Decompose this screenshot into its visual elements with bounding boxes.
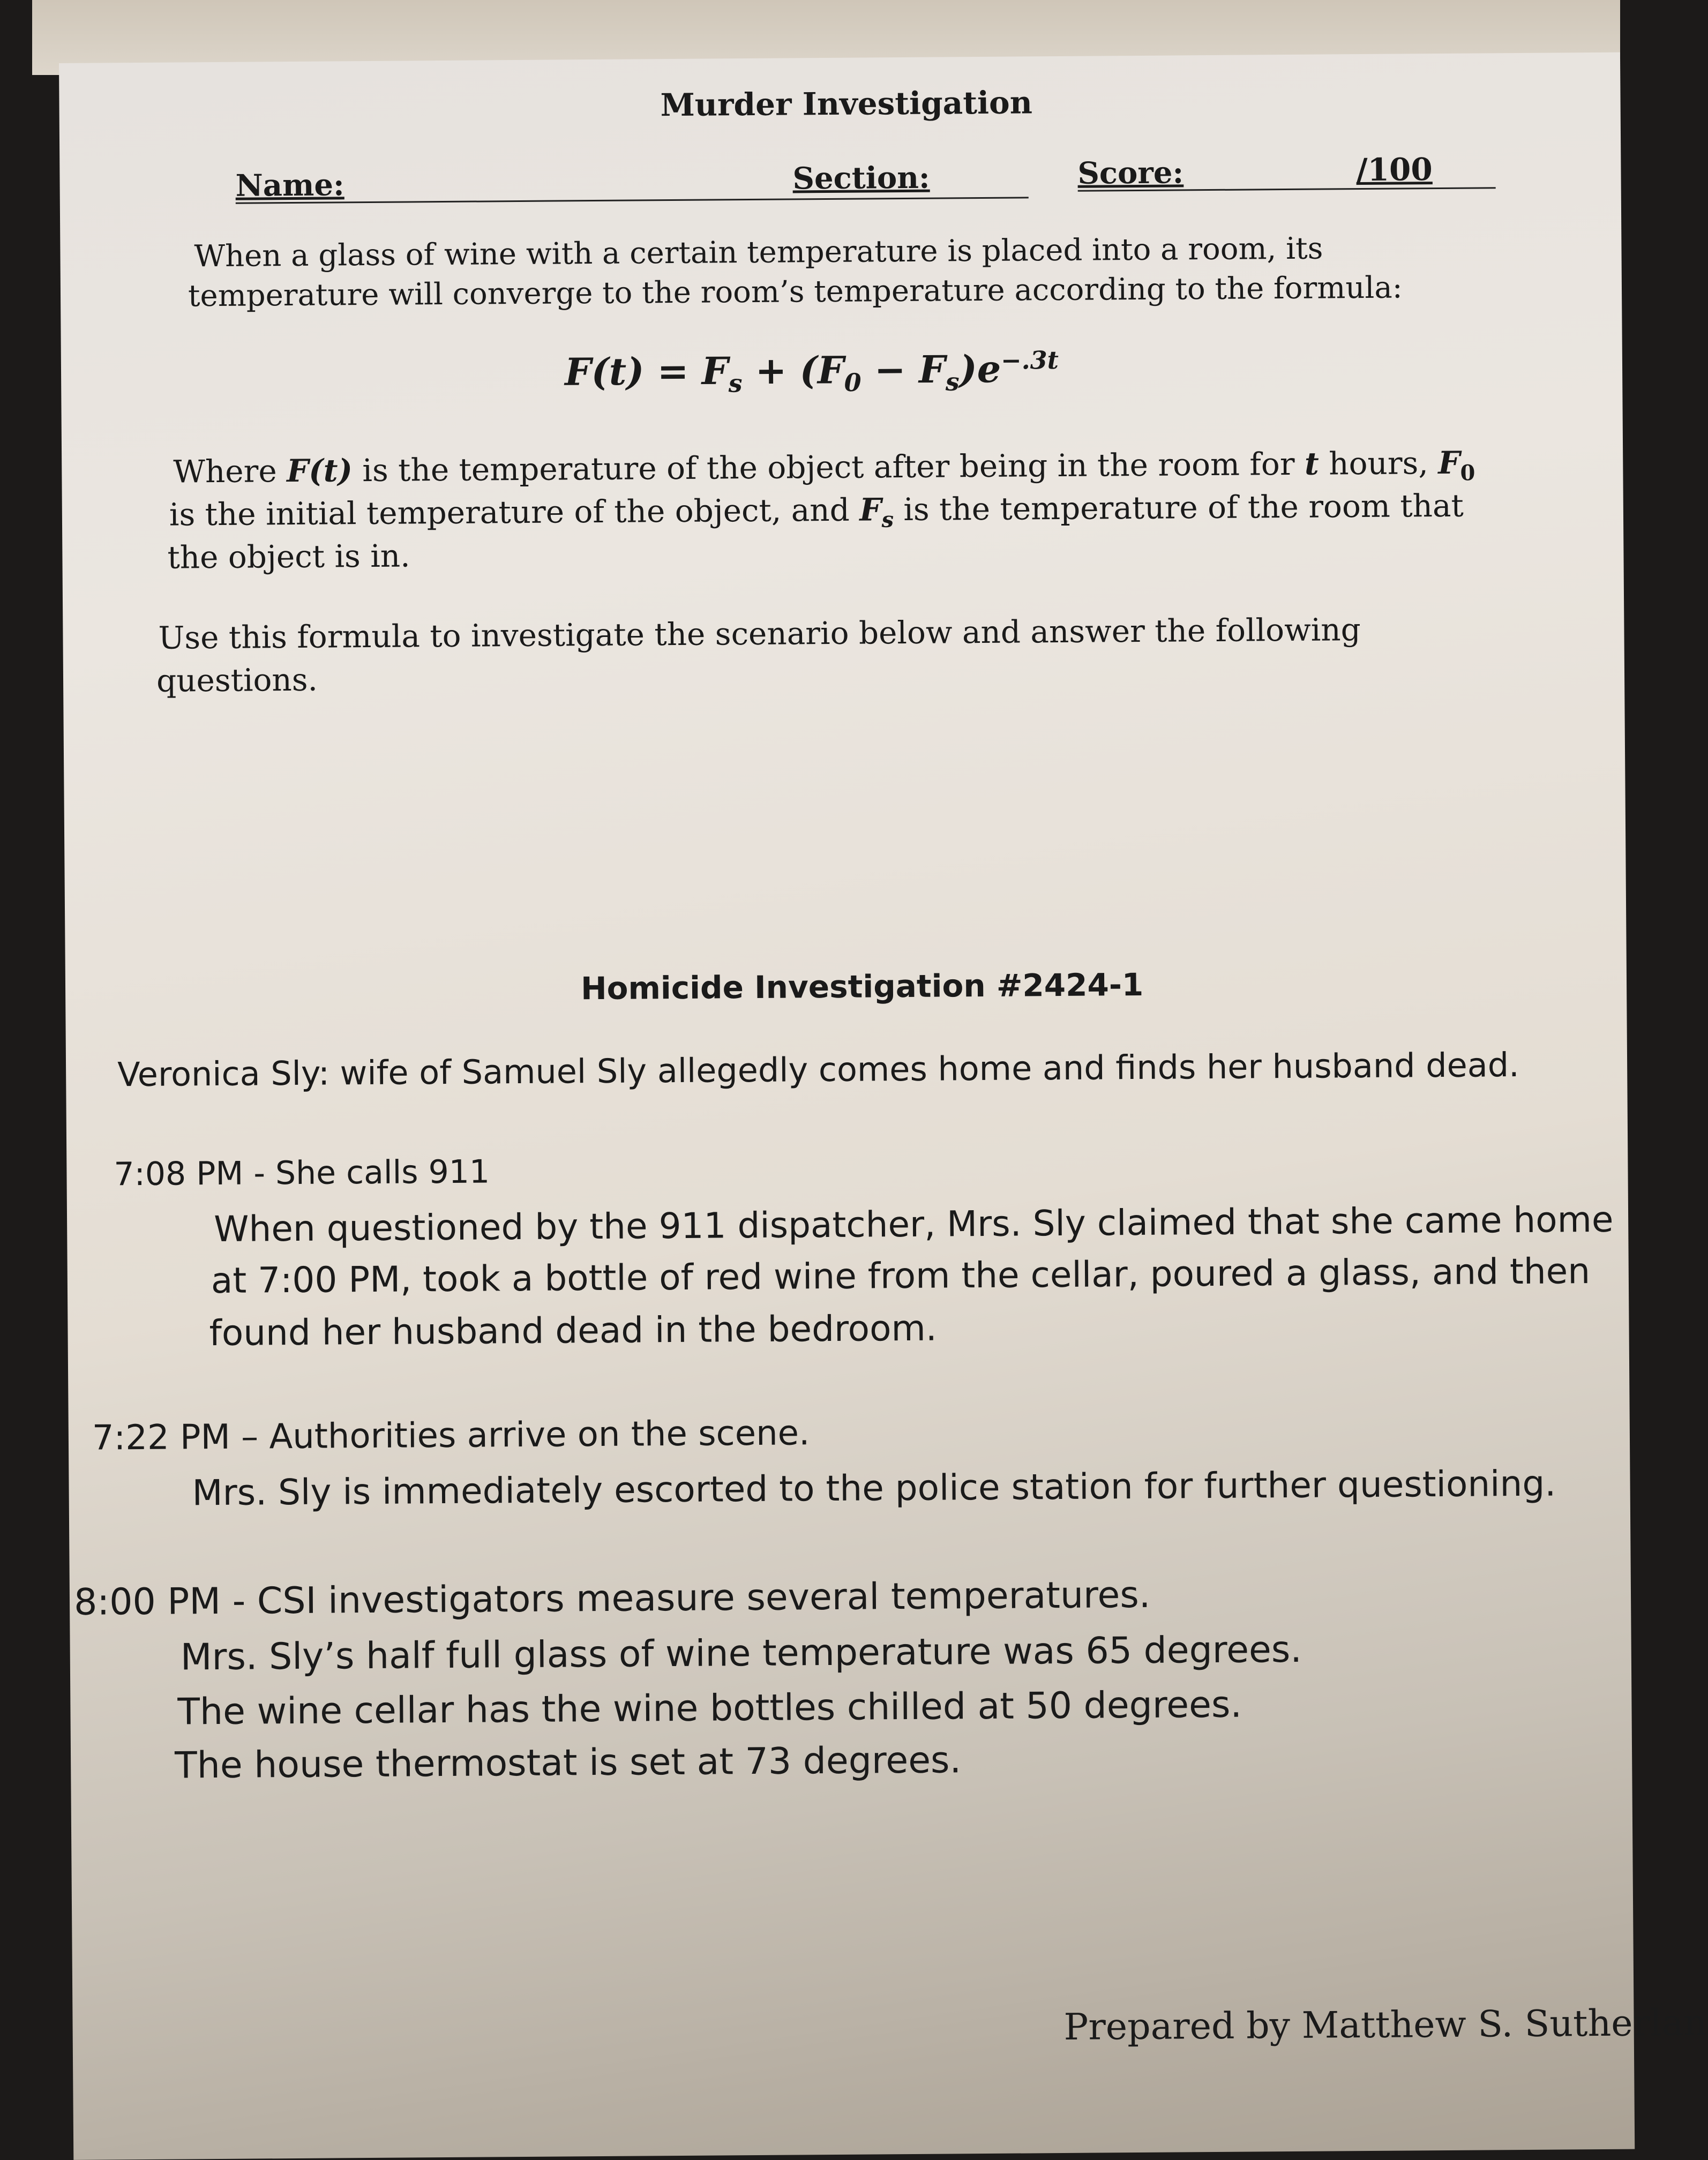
event-time-3: 8:00 PM - CSI investigators measure several temperatures. [73, 1573, 1151, 1624]
instructions-line-2: questions. [156, 661, 318, 699]
score-total: /100 [1356, 151, 1433, 189]
event-detail: The house thermostat is set at 73 degrees. [174, 1739, 962, 1787]
case-summary: Veronica Sly: wife of Samuel Sly allegedly comes home and finds her husband dead. [117, 1045, 1519, 1094]
worksheet-title: Murder Investigation [660, 84, 1033, 124]
where-line-2: is the initial temperature of the object, and $F_s$ is the temperature of the room that [169, 487, 1464, 533]
event-detail: When questioned by the 911 dispatcher, Mrs. Sly claimed that she came home [213, 1198, 1614, 1250]
event-detail: The wine cellar has the wine bottles chilled at 50 degrees. [177, 1683, 1242, 1734]
name-line [236, 197, 1029, 204]
event-time-2: 7:22 PM – Authorities arrive on the scene. [92, 1413, 810, 1458]
event-detail: found her husband dead in the bedroom. [209, 1307, 937, 1354]
name-label: Name: [235, 167, 344, 204]
score-label: Score: [1077, 155, 1184, 191]
where-line-1: Where F(t) is the temperature of the object after being in the room for t hours, $F_0$ [173, 444, 1475, 490]
intro-line-1: When a glass of wine with a certain temperature is placed into a room, its [194, 231, 1323, 274]
where-line-3: the object is in. [167, 537, 410, 576]
worksheet-page [59, 52, 1707, 2160]
prepared-by: Prepared by Matthew S. Sutherlan [1063, 2001, 1707, 2049]
event-time-1: 7:08 PM - She calls 911 [114, 1153, 490, 1194]
event-detail: Mrs. Sly’s half full glass of wine temperature was 65 degrees. [180, 1628, 1302, 1679]
decay-formula: $F(t) = F_s + (F_0 - F_s)e^{-.3t}$ [564, 345, 1059, 398]
case-title: Homicide Investigation #2424-1 [580, 966, 1144, 1007]
intro-line-2: temperature will converge to the room’s temperature according to the formula: [188, 270, 1403, 314]
instructions-line-1: Use this formula to investigate the scenario below and answer the following [158, 611, 1361, 656]
section-label: Section: [792, 160, 930, 197]
event-detail: at 7:00 PM, took a bottle of red wine from the cellar, poured a glass, and then [211, 1250, 1591, 1302]
event-detail: Mrs. Sly is immediately escorted to the police station for further questioning. [192, 1462, 1556, 1514]
